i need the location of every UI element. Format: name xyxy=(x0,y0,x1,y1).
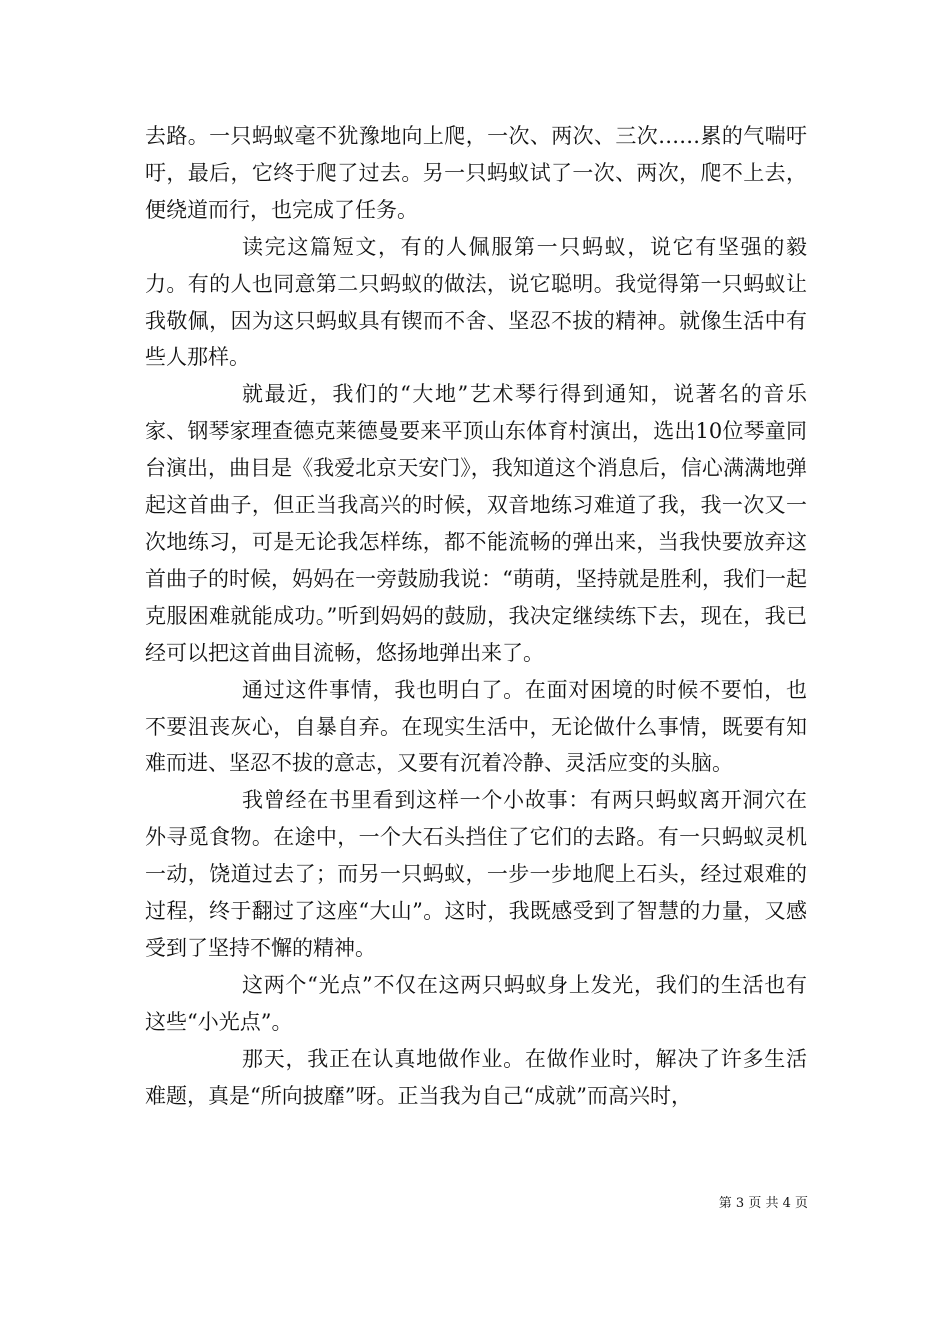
paragraph-4: 通过这件事情，我也明白了。在面对困境的时候不要怕，也不要沮丧灰心，自暴自弃。在现实生活中，无论做什么事情，既要有知难而进、坚忍不拔的意志，又要有沉着冷静、灵活应变的头脑。 xyxy=(145,677,807,776)
paragraph-6: 这两个“光点”不仅在这两只蚂蚁身上发光，我们的生活也有这些“小光点”。 xyxy=(145,972,807,1034)
paragraph-1: 去路。一只蚂蚁毫不犹豫地向上爬，一次、两次、三次……累的气喘吁吁，最后，它终于爬了过去。另一只蚂蚁试了一次、两次，爬不上去，便绕道而行，也完成了任务。 xyxy=(145,124,807,222)
body-text xyxy=(145,118,807,1114)
paragraph-7: 那天，我正在认真地做作业。在做作业时，解决了许多生活难题，真是“所向披靡”呀。正当我为自己“成就”而高兴时， xyxy=(145,1046,807,1108)
paragraph-2: 读完这篇短文，有的人佩服第一只蚂蚁，说它有坚强的毅力。有的人也同意第二只蚂蚁的做法，说它聪明。我觉得第一只蚂蚁让我敬佩，因为这只蚂蚁具有锲而不舍、坚忍不拔的精神。就像生活中有些人那样。 xyxy=(145,234,807,370)
page-number-footer: 第 3 页 共 4 页 xyxy=(718,1196,808,1211)
paragraph-5: 我曾经在书里看到这样一个小故事：有两只蚂蚁离开洞穴在外寻觅食物。在途中，一个大石头挡住了它们的去路。有一只蚂蚁灵机一动，饶道过去了；而另一只蚂蚁，一步一步地爬上石头，经过艰难的过程，终于翻过了这座“大山”。这时，我既感受到了智慧的力量，又感受到了坚持不懈的精神。 xyxy=(145,788,807,960)
paragraph-3: 就最近，我们的“大地”艺术琴行得到通知，说著名的音乐家、钢琴家理查德克莱德曼要来平顶山东体育村演出，选出10位琴童同台演出，曲目是《我爱北京天安门》，我知道这个消息后，信心满满地弹起这首曲子，但正当我高兴的时候，双音地练习难道了我，我一次又一次地练习，可是无论我怎样练，都不能流畅的弹出来，当我快要放弃这首曲子的时候，妈妈在一旁鼓励我说：“萌萌，坚持就是胜利，我们一起克服困难就能成功。”听到妈妈的鼓励，我决定继续练下去，现在，我已经可以把这首曲目流畅，悠扬地弹出来了。 xyxy=(145,382,807,665)
